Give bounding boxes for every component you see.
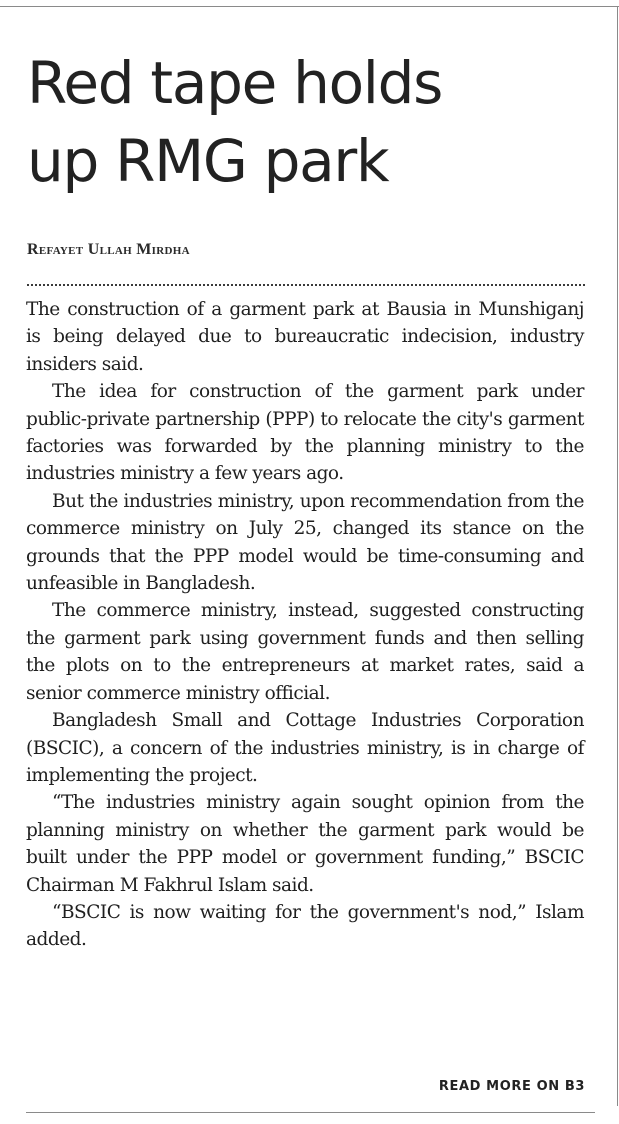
headline-line-2: up RMG park: [27, 127, 389, 195]
top-border-rule: [0, 6, 619, 7]
paragraph-2: The idea for construction of the garment park under public-private partnership (PPP) to relocate the city's garment factories was forwarded by the planning ministry to the industries ministry a few years ago.: [26, 381, 584, 485]
paragraph-7: “BSCIC is now waiting for the government's nod,” Islam added.: [26, 901, 584, 951]
paragraph-6: “The industries ministry again sought opinion from the planning ministry on whether the garment park would be built under the PPP model or government funding,” BSCIC Chairman M Fakhrul Islam said.: [26, 792, 584, 896]
byline: Refayet Ullah Mirdha: [27, 241, 190, 258]
dotted-separator: [27, 284, 585, 286]
paragraph-4: The commerce ministry, instead, suggested constructing the garment park using government funds and then selling the plots on to the entrepreneurs at market rates, said a senior commerce ministry official.: [26, 600, 584, 704]
paragraph-1: The construction of a garment park at Bausia in Munshiganj is being delayed due to bureaucratic indecision, industry insiders said.: [26, 299, 584, 375]
right-border-rule: [617, 6, 618, 1106]
paragraph-5: Bangladesh Small and Cottage Industries Corporation (BSCIC), a concern of the industries ministry, is in charge of implementing the project.: [26, 710, 584, 786]
paragraph-3: But the industries ministry, upon recommendation from the commerce ministry on July 25, changed its stance on the grounds that the PPP model would be time-consuming and unfeasible in Bangladesh.: [26, 490, 584, 595]
bottom-border-rule: [26, 1112, 595, 1113]
headline: [27, 44, 597, 200]
headline-line-1: Red tape holds: [27, 49, 443, 117]
read-more-link[interactable]: READ MORE ON B3: [438, 1079, 585, 1094]
article-body: [26, 296, 584, 954]
